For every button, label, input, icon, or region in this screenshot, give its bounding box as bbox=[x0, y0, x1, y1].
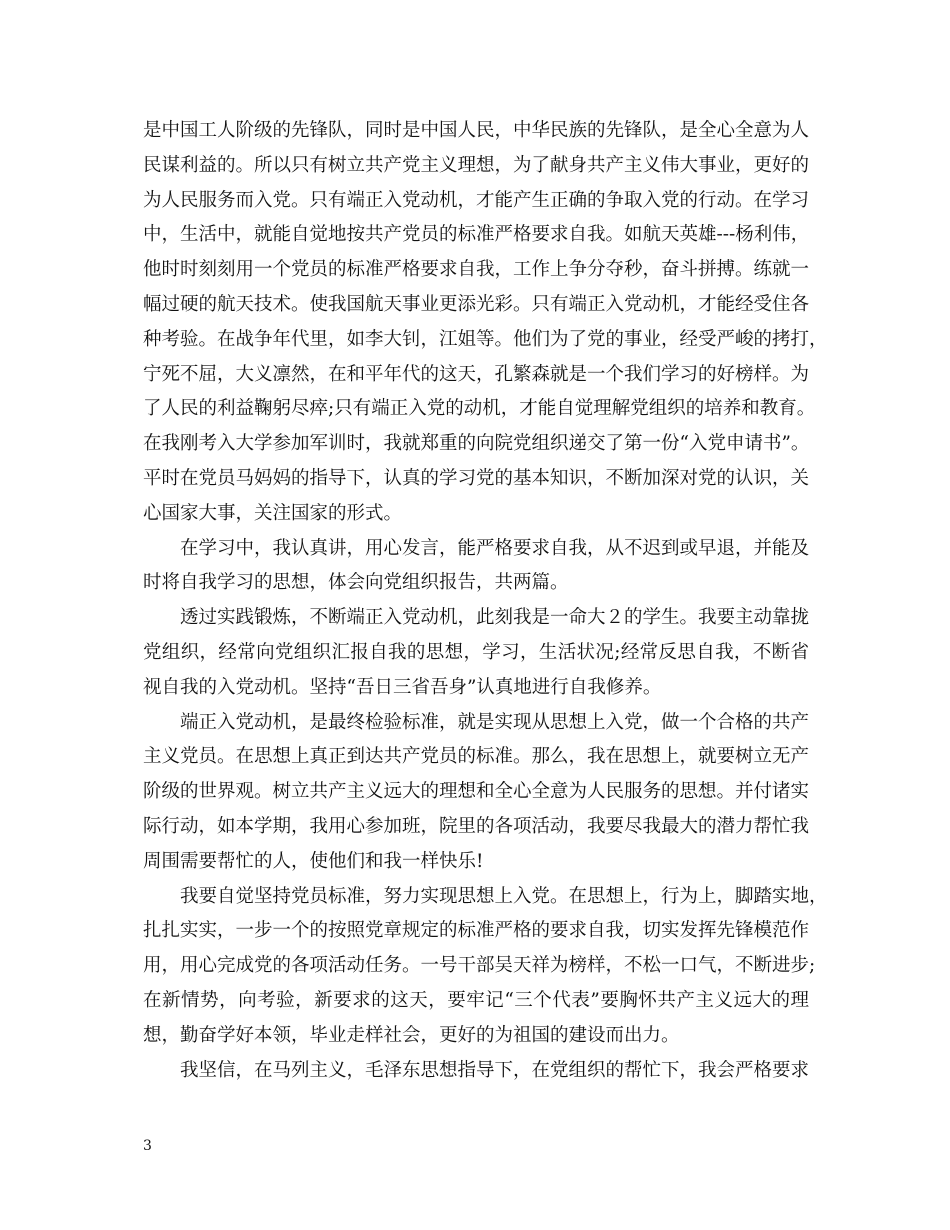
text-line: 中，生活中，就能自觉地按共产党员的标准严格要求自我。如航天英雄---杨利伟， bbox=[143, 224, 810, 246]
text-line: 扎扎实实，一步一个的按照党章规定的标准严格的要求自我，切实发挥先锋模范作 bbox=[143, 920, 810, 942]
text-line: 他时时刻刻用一个党员的标准严格要求自我，工作上争分夺秒，奋斗拼搏。练就一 bbox=[143, 259, 810, 281]
text-line: 是中国工人阶级的先锋队，同时是中国人民，中华民族的先锋队，是全心全意为人 bbox=[143, 120, 810, 141]
text-line: 我坚信，在马列主义，毛泽东思想指导下，在党组织的帮忙下，我会严格要求 bbox=[180, 1059, 810, 1081]
text-line: 党组织，经常向党组织汇报自我的思想，学习，生活状况;经常反思自我，不断省 bbox=[143, 641, 809, 663]
text-line: 用，用心完成党的各项活动任务。一号干部吴天祥为榜样，不松一口气，不断进步; bbox=[143, 955, 816, 977]
text-line: 主义党员。在思想上真正到达共产党员的标准。那么，我在思想上，就要树立无产 bbox=[143, 746, 810, 768]
text-line: 透过实践锻炼，不断端正入党动机，此刻我是一命大２的学生。我要主动靠拢 bbox=[180, 607, 810, 629]
paragraph bbox=[143, 880, 828, 1054]
text-line: 阶级的世界观。树立共产主义远大的理想和全心全意为人民服务的思想。并付诸实 bbox=[143, 781, 810, 803]
page-number: 3 bbox=[143, 1138, 152, 1154]
text-line: 幅过硬的航天技术。使我国航天事业更添光彩。只有端正入党动机，才能经受住各 bbox=[143, 293, 810, 315]
text-line: 心国家大事，关注国家的形式。 bbox=[143, 502, 403, 524]
body-text bbox=[143, 114, 828, 1088]
text-line: 在我刚考入大学参加军训时，我就郑重的向院党组织递交了第一份“入党申请书”。 bbox=[143, 433, 810, 455]
paragraph bbox=[143, 706, 809, 880]
text-line: 种考验。在战争年代里，如李大钊，江姐等。他们为了党的事业，经受严峻的拷打， bbox=[143, 328, 828, 350]
text-line: 际行动，如本学期，我用心参加班，院里的各项活动，我要尽我最大的潜力帮忙我 bbox=[143, 815, 810, 837]
text-line: 端正入党动机，是最终检验标准，就是实现从思想上入党，做一个合格的共产 bbox=[180, 711, 810, 733]
text-line: 在新情势，向考验，新要求的这天，要牢记“三个代表”要胸怀共产主义远大的理 bbox=[143, 989, 809, 1011]
paragraph bbox=[143, 601, 809, 705]
text-line: 了人民的利益鞠躬尽瘁;只有端正入党的动机，才能自觉理解党组织的培养和教育。 bbox=[143, 398, 816, 420]
text-line: 周围需要帮忙的人，使他们和我一样快乐! bbox=[143, 850, 484, 872]
text-line: 时将自我学习的思想，体会向党组织报告，共两篇。 bbox=[143, 572, 569, 594]
text-line: 视自我的入党动机。坚持“吾日三省吾身”认真地进行自我修养。 bbox=[143, 676, 662, 698]
text-line: 民谋利益的。所以只有树立共产党主义理想，为了献身共产主义伟大事业，更好的 bbox=[143, 154, 810, 176]
paragraph bbox=[143, 1054, 809, 1089]
text-line: 在学习中，我认真讲，用心发言，能严格要求自我，从不迟到或早退，并能及 bbox=[180, 537, 810, 559]
paragraph bbox=[143, 532, 809, 602]
text-line: 为人民服务而入党。只有端正入党动机，才能产生正确的争取入党的行动。在学习 bbox=[143, 189, 810, 211]
text-line: 宁死不屈，大义凛然，在和平年代的这天，孔繁森就是一个我们学习的好榜样。为 bbox=[143, 363, 810, 385]
text-line: 平时在党员马妈妈的指导下，认真的学习党的基本知识，不断加深对党的认识，关 bbox=[143, 467, 810, 489]
paragraph bbox=[143, 114, 828, 532]
text-line: 我要自觉坚持党员标准，努力实现思想上入党。在思想上，行为上，脚踏实地， bbox=[180, 885, 828, 907]
text-line: 想，勤奋学好本领，毕业走样社会，更好的为祖国的建设而出力。 bbox=[143, 1024, 680, 1046]
